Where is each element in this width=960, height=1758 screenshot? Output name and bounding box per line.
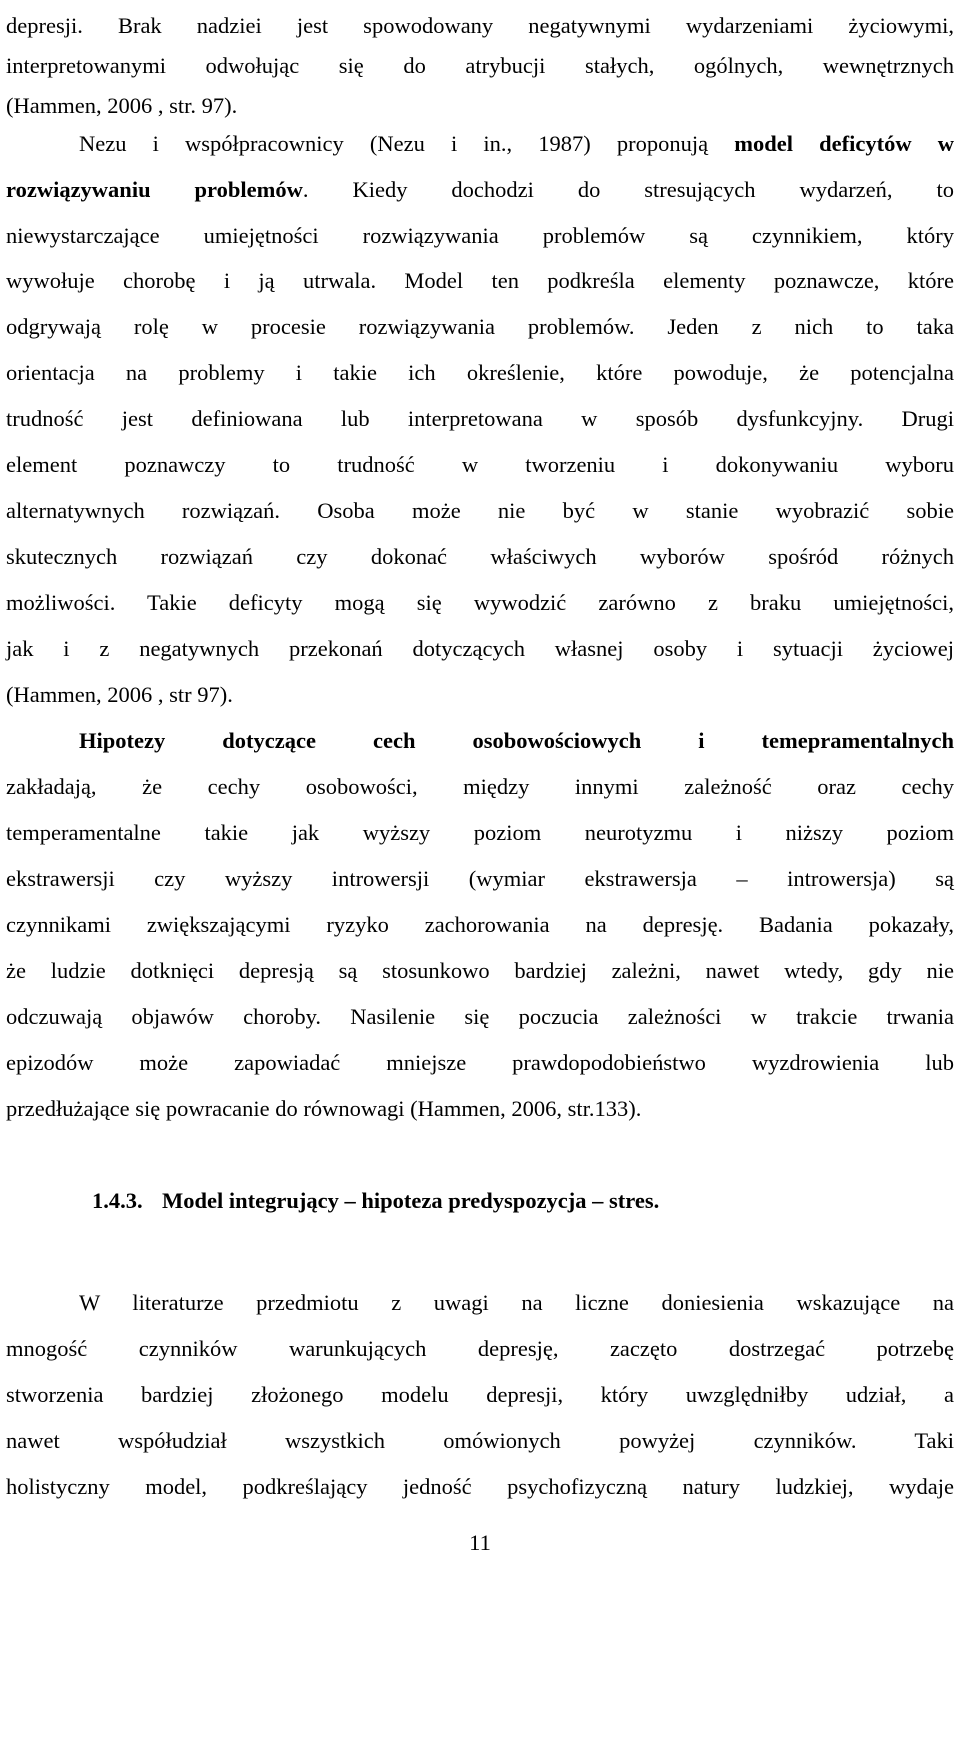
text-span: Nezu i współpracownicy (Nezu i in., 1987) proponują (79, 131, 735, 156)
text-line: element poznawczy to trudność w tworzeniu i dokonywaniu wyboru (6, 452, 954, 477)
text-line: ekstrawersji czy wyższy introwersji (wymiar ekstrawersja – introwersja) są (6, 866, 954, 891)
bold-term: rozwiązywaniu problemów (6, 177, 303, 202)
text-line: wywołuje chorobę i ją utrwala. Model ten podkreśla elementy poznawcze, które (6, 268, 954, 293)
section-title: Model integrujący – hipoteza predyspozycja – stres. (162, 1188, 660, 1213)
text-line: epizodów może zapowiadać mniejsze prawdopodobieństwo wyzdrowienia lub (6, 1050, 954, 1075)
text-line: trudność jest definiowana lub interpretowana w sposób dysfunkcyjny. Drugi (6, 406, 954, 431)
text-line: że ludzie dotknięci depresją są stosunkowo bardziej zależni, nawet wtedy, gdy nie (6, 958, 954, 983)
text-line: odczuwają objawów choroby. Nasilenie się poczucia zależności w trakcie trwania (6, 1004, 954, 1029)
paragraph-line (6, 118, 954, 170)
text-span: . Kiedy dochodzi do stresujących wydarzeń, to (302, 177, 954, 202)
text-line: przedłużające się powracanie do równowagi (Hammen, 2006, str.133). (6, 1096, 642, 1121)
text-line: czynnikami zwiększającymi ryzyko zachorowania na depresję. Badania pokazały, (6, 912, 954, 937)
text-line: stworzenia bardziej złożonego modelu depresji, który uwzględniłby udział, a (6, 1382, 954, 1407)
bold-term: Hipotezy dotyczące cech osobowościowych i temepramentalnych (79, 728, 954, 753)
text-line: nawet współudział wszystkich omówionych powyżej czynników. Taki (6, 1428, 954, 1453)
text-line: holistyczny model, podkreślający jedność psychofizyczną natury ludzkiej, wydaje (6, 1474, 954, 1499)
bold-term: model deficytów w (734, 131, 954, 156)
text-line: zakładają, że cechy osobowości, między innymi zależność oraz cechy (6, 774, 954, 799)
text-line: alternatywnych rozwiązań. Osoba może nie być w stanie wyobrazić sobie (6, 498, 954, 523)
paragraph-line (6, 715, 954, 767)
section-heading (92, 1188, 659, 1214)
section-number: 1.4.3. (92, 1188, 143, 1213)
text-line: możliwości. Takie deficyty mogą się wywodzić zarówno z braku umiejętności, (6, 590, 954, 615)
text-line: (Hammen, 2006 , str 97). (6, 682, 233, 707)
text-line: (Hammen, 2006 , str. 97). (6, 93, 238, 118)
text-line: niewystarczające umiejętności rozwiązywania problemów są czynnikiem, który (6, 223, 954, 248)
paragraph-line (6, 164, 954, 216)
text-line: depresji. Brak nadziei jest spowodowany negatywnymi wydarzeniami życiowymi, (6, 13, 954, 38)
text-line: orientacja na problemy i takie ich określenie, które powoduje, że potencjalna (6, 360, 954, 385)
text-line: jak i z negatywnych przekonań dotyczących własnej osoby i sytuacji życiowej (6, 636, 954, 661)
text-line: interpretowanymi odwołując się do atrybucji stałych, ogólnych, wewnętrznych (6, 53, 954, 78)
text-line: W literaturze przedmiotu z uwagi na liczne doniesienia wskazujące na (79, 1290, 954, 1315)
text-line: mnogość czynników warunkujących depresję, zaczęto dostrzegać potrzebę (6, 1336, 954, 1361)
text-line: skutecznych rozwiązań czy dokonać właściwych wyborów spośród różnych (6, 544, 954, 569)
page-number: 11 (469, 1530, 491, 1555)
text-line: temperamentalne takie jak wyższy poziom neurotyzmu i niższy poziom (6, 820, 954, 845)
text-line: odgrywają rolę w procesie rozwiązywania problemów. Jeden z nich to taka (6, 314, 954, 339)
